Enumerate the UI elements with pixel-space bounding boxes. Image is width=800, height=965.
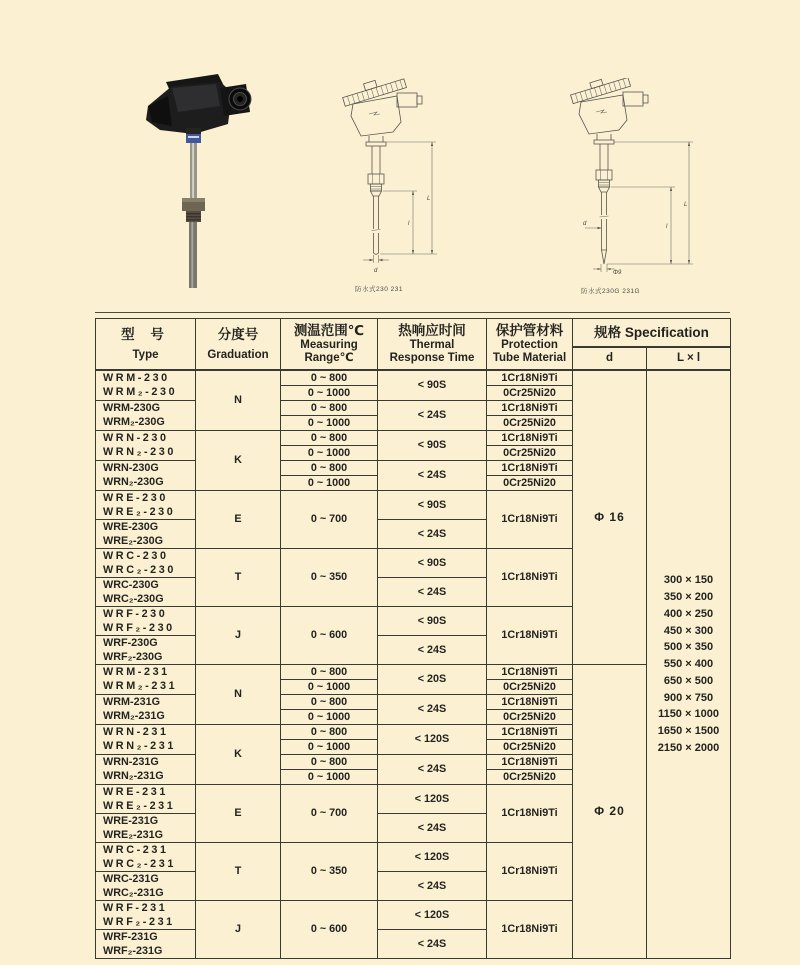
dim-d-label: d (374, 268, 378, 274)
thermal-cell: < 24S (378, 578, 487, 607)
header-graduation-en: Graduation (207, 348, 269, 361)
material-cell: 1Cr18Ni9Ti (487, 755, 573, 770)
thermal-cell: < 120S (378, 901, 487, 930)
material-cell: 1Cr18Ni9Ti (487, 695, 573, 710)
thermal-cell: < 24S (378, 814, 487, 843)
range-cell: 0 ~ 700 (281, 491, 378, 549)
model-cell: WRM₂-230G (96, 416, 196, 431)
material-cell: 1Cr18Ni9Ti (487, 461, 573, 476)
thermal-cell: < 24S (378, 872, 487, 901)
model-cell: WRE₂-231 (96, 799, 196, 814)
diameter-cell: Φ 20 (573, 665, 647, 959)
header-thermal (378, 319, 487, 371)
dim-phi9-label: Φ9 (613, 270, 622, 276)
drawing-230G-231G (563, 78, 721, 278)
spec-table (95, 318, 731, 959)
thermal-cell: < 120S (378, 843, 487, 872)
graduation-cell: N (196, 665, 281, 725)
model-cell: WRM-230 (96, 370, 196, 386)
material-cell: 1Cr18Ni9Ti (487, 785, 573, 843)
model-cell: WRE₂-231G (96, 828, 196, 843)
model-cell: WRM₂-231 (96, 680, 196, 695)
material-cell: 1Cr18Ni9Ti (487, 401, 573, 416)
dim-L-label: L (427, 196, 431, 202)
model-cell: WRF-230 (96, 607, 196, 622)
model-cell: WRN-230 (96, 431, 196, 446)
dim-d-label: d (583, 221, 587, 227)
model-cell: WRC-231 (96, 843, 196, 858)
header-specification-label: 规格 Specification (594, 324, 709, 340)
lxl-value: 400 × 250 (663, 607, 714, 620)
spec-table-body (96, 370, 731, 959)
lxl-value: 500 × 350 (663, 641, 714, 654)
header-lxl-label: L × l (676, 352, 701, 364)
material-cell: 1Cr18Ni9Ti (487, 549, 573, 607)
model-cell: WRE-231G (96, 814, 196, 829)
graduation-cell: E (196, 785, 281, 843)
material-cell: 1Cr18Ni9Ti (487, 843, 573, 901)
lxl-value: 2150 × 2000 (657, 742, 720, 755)
header-type-zh: 型 号 (121, 326, 170, 342)
model-cell: WRN-231 (96, 725, 196, 740)
divider-line (95, 312, 730, 313)
lxl-value: 300 × 150 (663, 574, 714, 587)
model-cell: WRN-230G (96, 461, 196, 476)
model-cell: WRE₂-230G (96, 534, 196, 549)
header-specification (573, 319, 731, 348)
model-cell: WRE₂-230 (96, 505, 196, 520)
thermal-cell: < 90S (378, 549, 487, 578)
range-cell: 0 ~ 800 (281, 401, 378, 416)
model-cell: WRC₂-230 (96, 563, 196, 578)
model-cell: WRN₂-231G (96, 770, 196, 785)
range-cell: 0 ~ 350 (281, 843, 378, 901)
material-cell: 0Cr25Ni20 (487, 770, 573, 785)
material-cell: 1Cr18Ni9Ti (487, 431, 573, 446)
model-cell: WRC₂-231G (96, 886, 196, 901)
graduation-cell: E (196, 491, 281, 549)
model-cell: WRF-231G (96, 930, 196, 945)
thermal-cell: < 90S (378, 370, 487, 401)
material-cell: 0Cr25Ni20 (487, 446, 573, 461)
thermal-cell: < 120S (378, 785, 487, 814)
range-cell: 0 ~ 800 (281, 695, 378, 710)
header-protection (487, 319, 573, 371)
thermal-cell: < 24S (378, 401, 487, 431)
model-cell: WRE-230G (96, 520, 196, 535)
material-cell: 1Cr18Ni9Ti (487, 607, 573, 665)
model-cell: WRE-231 (96, 785, 196, 800)
material-cell: 0Cr25Ni20 (487, 416, 573, 431)
model-cell: WRN₂-230G (96, 476, 196, 491)
thermal-cell: < 90S (378, 431, 487, 461)
thermal-cell: < 24S (378, 930, 487, 959)
thermal-cell: < 90S (378, 491, 487, 520)
dim-l-label: l (408, 221, 410, 227)
material-cell: 0Cr25Ni20 (487, 740, 573, 755)
range-cell: 0 ~ 1000 (281, 386, 378, 401)
brand-label (186, 134, 201, 143)
model-cell: WRM₂-231G (96, 710, 196, 725)
header-type-en: Type (132, 348, 159, 361)
material-cell: 1Cr18Ni9Ti (487, 665, 573, 680)
material-cell: 1Cr18Ni9Ti (487, 370, 573, 386)
model-cell: WRM-231G (96, 695, 196, 710)
header-thermal-en1: Thermal (409, 339, 455, 351)
thermal-cell: < 24S (378, 520, 487, 549)
material-cell: 1Cr18Ni9Ti (487, 491, 573, 549)
dim-L-label: L (684, 202, 688, 208)
header-d (573, 347, 647, 370)
table-row (96, 370, 731, 386)
range-cell: 0 ~ 800 (281, 370, 378, 386)
table-row (96, 665, 731, 680)
material-cell: 1Cr18Ni9Ti (487, 901, 573, 959)
header-range-en2: Range℃ (304, 352, 354, 364)
lxl-value: 450 × 300 (663, 624, 714, 637)
model-cell: WRM-230G (96, 401, 196, 416)
header-type (96, 319, 196, 371)
material-cell: 0Cr25Ni20 (487, 680, 573, 695)
range-cell: 0 ~ 800 (281, 461, 378, 476)
drawing-230-231 (333, 78, 470, 276)
thermocouple-photo (138, 66, 276, 301)
thermal-cell: < 24S (378, 695, 487, 725)
header-thermal-zh: 热响应时间 (398, 323, 466, 338)
material-cell: 0Cr25Ni20 (487, 476, 573, 491)
thermal-cell: < 24S (378, 461, 487, 491)
model-cell: WRF₂-231 (96, 915, 196, 930)
range-cell: 0 ~ 1000 (281, 680, 378, 695)
graduation-cell: K (196, 431, 281, 491)
thermocouple-photo-image (138, 66, 276, 296)
header-range-en1: Measuring (300, 339, 358, 351)
range-cell: 0 ~ 1000 (281, 740, 378, 755)
range-cell: 0 ~ 800 (281, 755, 378, 770)
model-cell: WRF₂-230G (96, 650, 196, 665)
lxl-value: 1150 × 1000 (658, 708, 719, 721)
model-cell: WRF-230G (96, 636, 196, 651)
graduation-cell: J (196, 901, 281, 959)
material-cell: 0Cr25Ni20 (487, 386, 573, 401)
header-d-label: d (605, 352, 614, 364)
range-cell: 0 ~ 1000 (281, 476, 378, 491)
graduation-cell: J (196, 607, 281, 665)
range-cell: 0 ~ 800 (281, 725, 378, 740)
model-cell: WRC-231G (96, 872, 196, 887)
range-cell: 0 ~ 1000 (281, 770, 378, 785)
header-range-zh: 测温范围℃ (293, 323, 365, 338)
range-cell: 0 ~ 1000 (281, 416, 378, 431)
header-graduation-zh: 分度号 (217, 326, 259, 342)
material-cell: 0Cr25Ni20 (487, 710, 573, 725)
diameter-cell: Φ 16 (573, 370, 647, 665)
thermal-cell: < 24S (378, 636, 487, 665)
model-cell: WRF₂-231G (96, 944, 196, 959)
model-cell: WRN₂-231 (96, 740, 196, 755)
model-cell: WRC₂-231 (96, 857, 196, 872)
range-cell: 0 ~ 600 (281, 901, 378, 959)
range-cell: 0 ~ 1000 (281, 710, 378, 725)
thermal-cell: < 24S (378, 755, 487, 785)
graduation-cell: K (196, 725, 281, 785)
model-cell: WRM-231 (96, 665, 196, 680)
thermal-cell: < 20S (378, 665, 487, 695)
lxl-list (647, 370, 731, 959)
header-range (281, 319, 378, 371)
figure-caption-230: 防水式230 231 (355, 286, 403, 293)
model-cell: WRE-230 (96, 491, 196, 506)
model-cell: WRN₂-230 (96, 446, 196, 461)
thermal-cell: < 120S (378, 725, 487, 755)
model-cell: WRN-231G (96, 755, 196, 770)
lxl-value: 350 × 200 (663, 590, 714, 603)
range-cell: 0 ~ 350 (281, 549, 378, 607)
figure-drawing-230 (333, 78, 470, 293)
lxl-value: 550 × 400 (663, 658, 714, 671)
figure-drawing-230G (563, 78, 721, 295)
header-protection-en2: Tube Material (492, 352, 567, 364)
header-lxl (647, 347, 731, 370)
model-cell: WRC-230 (96, 549, 196, 564)
lxl-value: 650 × 500 (663, 674, 714, 687)
header-protection-zh: 保护管材料 (495, 323, 564, 338)
thermal-cell: < 90S (378, 607, 487, 636)
model-cell: WRM₂-230 (96, 386, 196, 401)
model-cell: WRF-231 (96, 901, 196, 916)
range-cell: 0 ~ 800 (281, 431, 378, 446)
dim-l-label: l (666, 224, 668, 230)
figure-caption-230G: 防水式230G 231G (581, 288, 641, 295)
header-protection-en1: Protection (501, 339, 558, 351)
range-cell: 0 ~ 700 (281, 785, 378, 843)
model-cell: WRF₂-230 (96, 621, 196, 636)
range-cell: 0 ~ 1000 (281, 446, 378, 461)
graduation-cell: T (196, 549, 281, 607)
graduation-cell: T (196, 843, 281, 901)
lxl-value: 900 × 750 (663, 691, 714, 704)
model-cell: WRC-230G (96, 578, 196, 593)
material-cell: 1Cr18Ni9Ti (487, 725, 573, 740)
graduation-cell: N (196, 370, 281, 431)
lxl-value: 1650 × 1500 (657, 725, 720, 738)
range-cell: 0 ~ 600 (281, 607, 378, 665)
model-cell: WRC₂-230G (96, 592, 196, 607)
header-graduation (196, 319, 281, 371)
header-thermal-en2: Response Time (389, 352, 475, 364)
range-cell: 0 ~ 800 (281, 665, 378, 680)
